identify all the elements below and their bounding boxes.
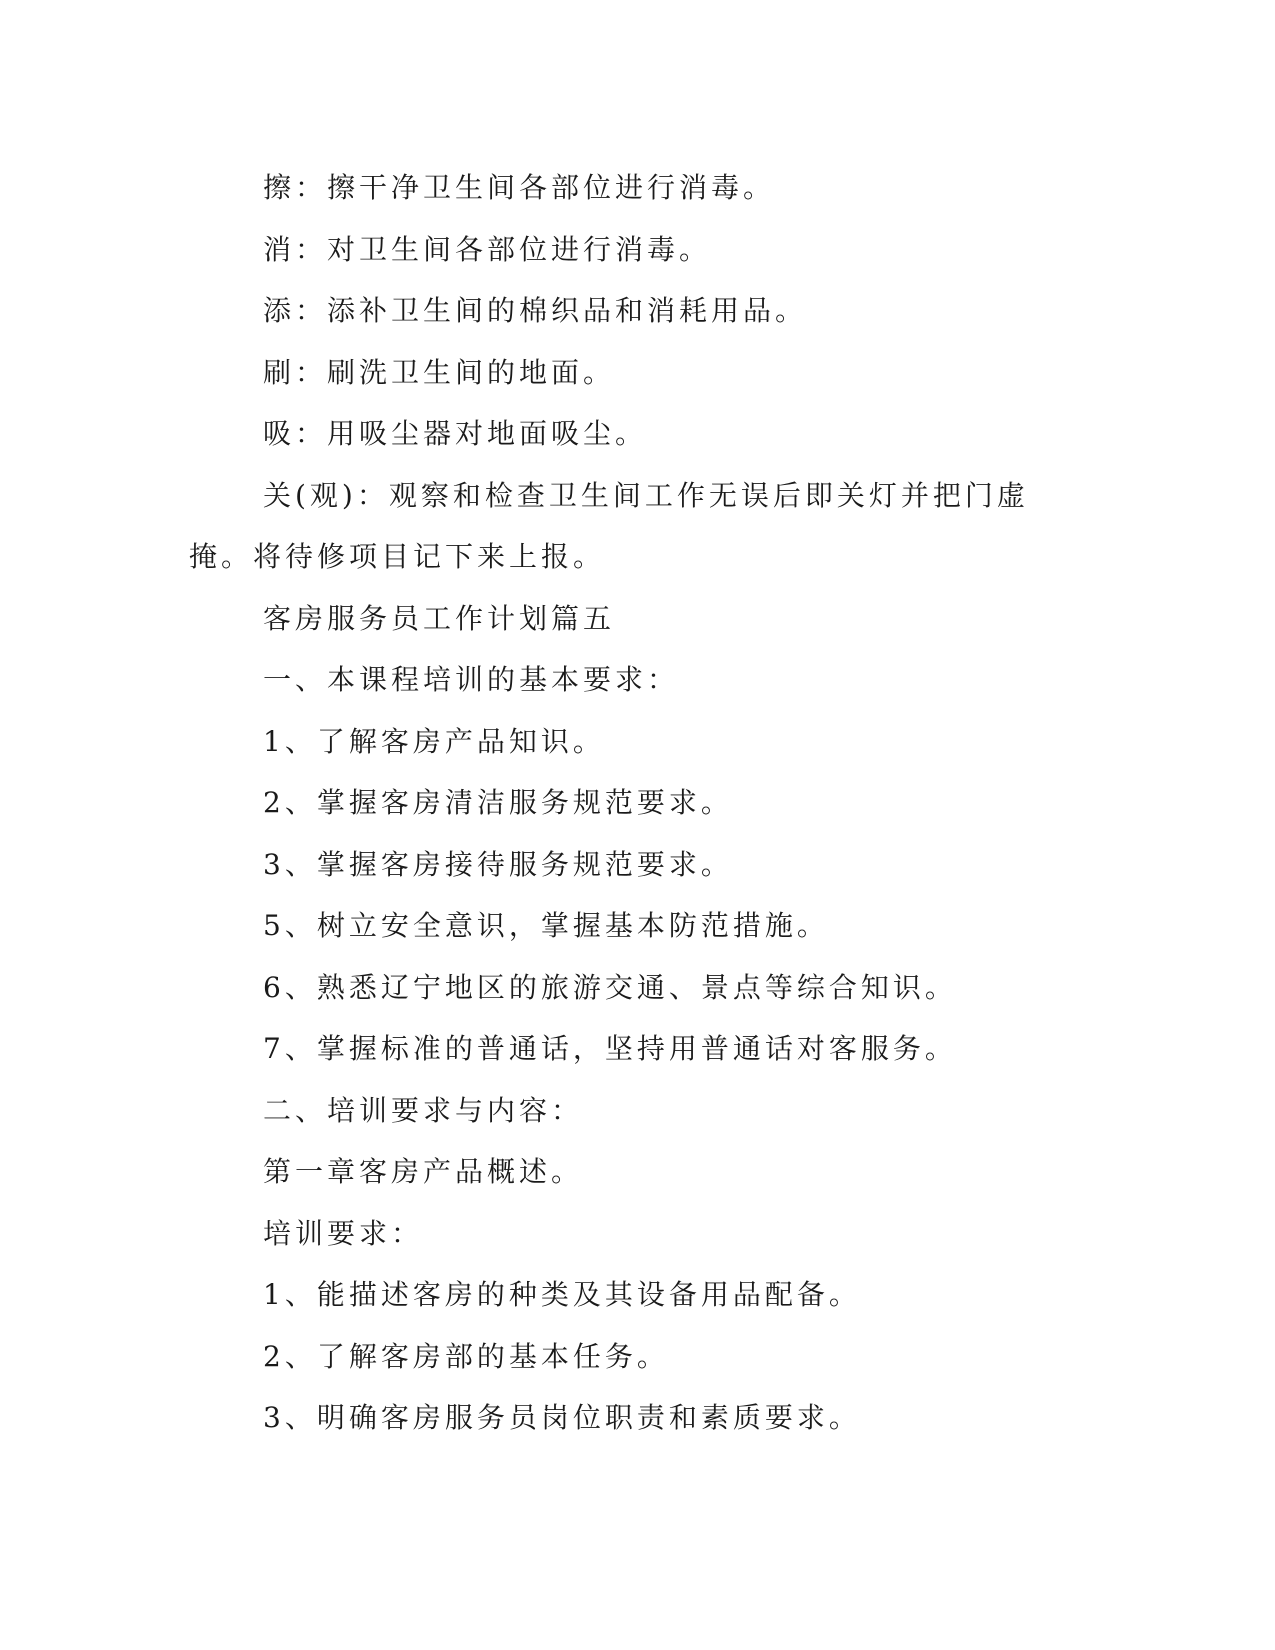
- list-item: 2、了解客房部的基本任务。: [263, 1339, 669, 1373]
- paragraph: 刷：刷洗卫生间的地面。: [263, 355, 616, 389]
- paragraph: 吸：用吸尘器对地面吸尘。: [263, 417, 648, 450]
- paragraph: 消：对卫生间各部位进行消毒。: [263, 232, 712, 266]
- list-item: 7、掌握标准的普通话，坚持用普通话对客服务。: [263, 1032, 957, 1065]
- list-item: 3、明确客房服务员岗位职责和素质要求。: [263, 1401, 861, 1434]
- chapter-heading: 第一章客房产品概述。: [263, 1155, 584, 1188]
- section-heading: 客房服务员工作计划篇五: [263, 601, 616, 635]
- list-item: 2、掌握客房清洁服务规范要求。: [263, 786, 733, 819]
- list-item: 5、树立安全意识，掌握基本防范措施。: [263, 909, 829, 942]
- paragraph: 一、本课程培训的基本要求：: [263, 663, 680, 696]
- list-item: 6、熟悉辽宁地区的旅游交通、景点等综合知识。: [263, 970, 957, 1004]
- paragraph: 擦：擦干净卫生间各部位进行消毒。: [263, 171, 776, 204]
- paragraph: 添：添补卫生间的棉织品和消耗用品。: [263, 294, 808, 327]
- list-item: 3、掌握客房接待服务规范要求。: [263, 847, 733, 881]
- paragraph: 培训要求：: [263, 1216, 424, 1250]
- list-item: 1、了解客房产品知识。: [263, 724, 605, 758]
- document-body: [189, 157, 1069, 1449]
- paragraph: 关(观)：观察和检查卫生间工作无误后即关灯并把门虚掩。将待修项目记下来上报。: [189, 478, 1029, 573]
- list-item: 1、能描述客房的种类及其设备用品配备。: [263, 1278, 861, 1311]
- paragraph: 二、培训要求与内容：: [263, 1093, 584, 1127]
